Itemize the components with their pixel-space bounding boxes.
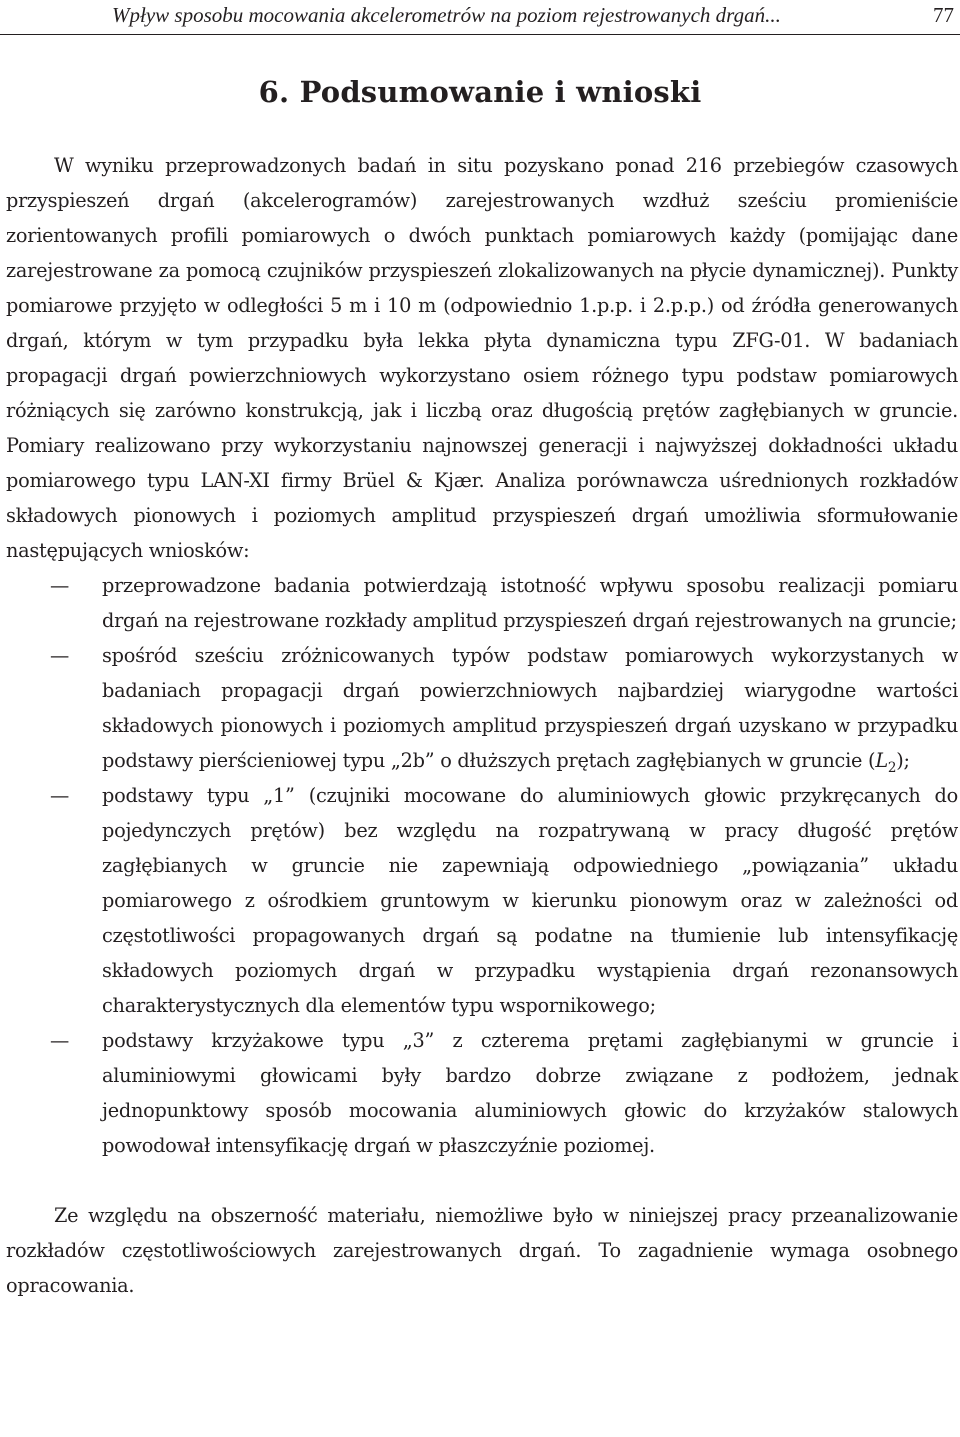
list-item [6, 568, 958, 638]
math-variable: L [875, 749, 888, 772]
body-text [6, 148, 958, 1303]
list-item-text: spośród sześciu zróżnicowanych typów podstaw pomiarowych wykorzystanych w badaniach propagacji drgań powierzchniowych najbardziej wiarygodne wartości składowych pionowych i poziomych amplitud przyspieszeń drgań uzyskano w przypadku podstawy pierścieniowej typu „2b” o dłuższych prętach zagłębianych w gruncie ( [102, 644, 958, 772]
list-dash: — [50, 784, 70, 807]
list-dash: — [50, 644, 70, 667]
list-item [6, 638, 958, 778]
list-item [6, 1023, 958, 1163]
list-dash: — [50, 574, 70, 597]
paragraph-intro: W wyniku przeprowadzonych badań in situ pozyskano ponad 216 przebiegów czasowych przyspieszeń drgań (akcelerogramów) zarejestrowanych wzdłuż sześciu promieniście zorientowanych profili pomiarowych o dwóch punktach pomiarowych każdy (pomijając dane zarejestrowane za pomocą czujników przyspieszeń zlokalizowanych na płycie dynamicznej). Punkty pomiarowe przyjęto w odległości 5 m i 10 m (odpowiednio 1.p.p. i 2.p.p.) od źródła generowanych drgań, którym w tym przypadku była lekka płyta dynamiczna typu ZFG-01. W badaniach propagacji drgań powierzchniowych wykorzystano osiem różnego typu podstaw pomiarowych różniących się zarówno konstrukcją, jak i liczbą oraz długością prętów zagłębianych w gruncie. Pomiary realizowano przy wykorzystaniu najnowszej generacji i najwyższej dokładności układu pomiarowego typu LAN-XI firmy Brüel & Kjær. Analiza porównawcza uśrednionych rozkładów składowych pionowych i poziomych amplitud przyspieszeń drgań umożliwia sformułowanie następujących wniosków: [6, 154, 958, 562]
running-header [0, 0, 960, 35]
page-number: 77 [933, 3, 954, 27]
list-item-text: podstawy krzyżakowe typu „3” z czterema prętami zagłębianymi w gruncie i aluminiowymi głowicami były bardzo dobrze związane z podłożem, jednak jednopunktowy sposób mocowania aluminiowych głowic do krzyżaków stalowych powodował intensyfikację drgań w płaszczyźnie poziomej. [102, 1029, 958, 1157]
section-heading [0, 72, 960, 112]
paragraph-closing: Ze względu na obszerność materiału, niemożliwe było w niniejszej pracy przeanalizowanie rozkładów częstotliwościowych zarejestrowanych drgań. To zagadnienie wymaga osobnego opracowania. [6, 1204, 958, 1297]
running-title: Wpływ sposobu mocowania akcelerometrów na poziom rejestrowanych drgań... [112, 3, 781, 27]
list-item-text: podstawy typu „1” (czujniki mocowane do aluminiowych głowic przykręcanych do pojedynczych prętów) bez względu na rozpatrywaną w pracy długość prętów zagłębianych w gruncie nie zapewniają odpowiedniego „powiązania” układu pomiarowego z ośrodkiem gruntowym w kierunku pionowym oraz w zależności od częstotliwości propagowanych drgań są podatne na tłumienie lub intensyfikację składowych poziomych drgań w przypadku wystąpienia drgań rezonansowych charakterystycznych dla elementów typu wspornikowego; [102, 784, 958, 1017]
section-title: Podsumowanie i wnioski [299, 75, 702, 109]
section-number: 6. [258, 75, 290, 109]
conclusions-list [6, 568, 958, 1163]
list-item [6, 778, 958, 1023]
list-item-tail: ); [896, 749, 910, 772]
list-dash: — [50, 1029, 70, 1052]
list-item-text: przeprowadzone badania potwierdzają istotność wpływu sposobu realizacji pomiaru drgań na rejestrowane rozkłady amplitud przyspieszeń drgań rejestrowanych na gruncie; [102, 574, 958, 632]
math-subscript: 2 [887, 759, 897, 776]
